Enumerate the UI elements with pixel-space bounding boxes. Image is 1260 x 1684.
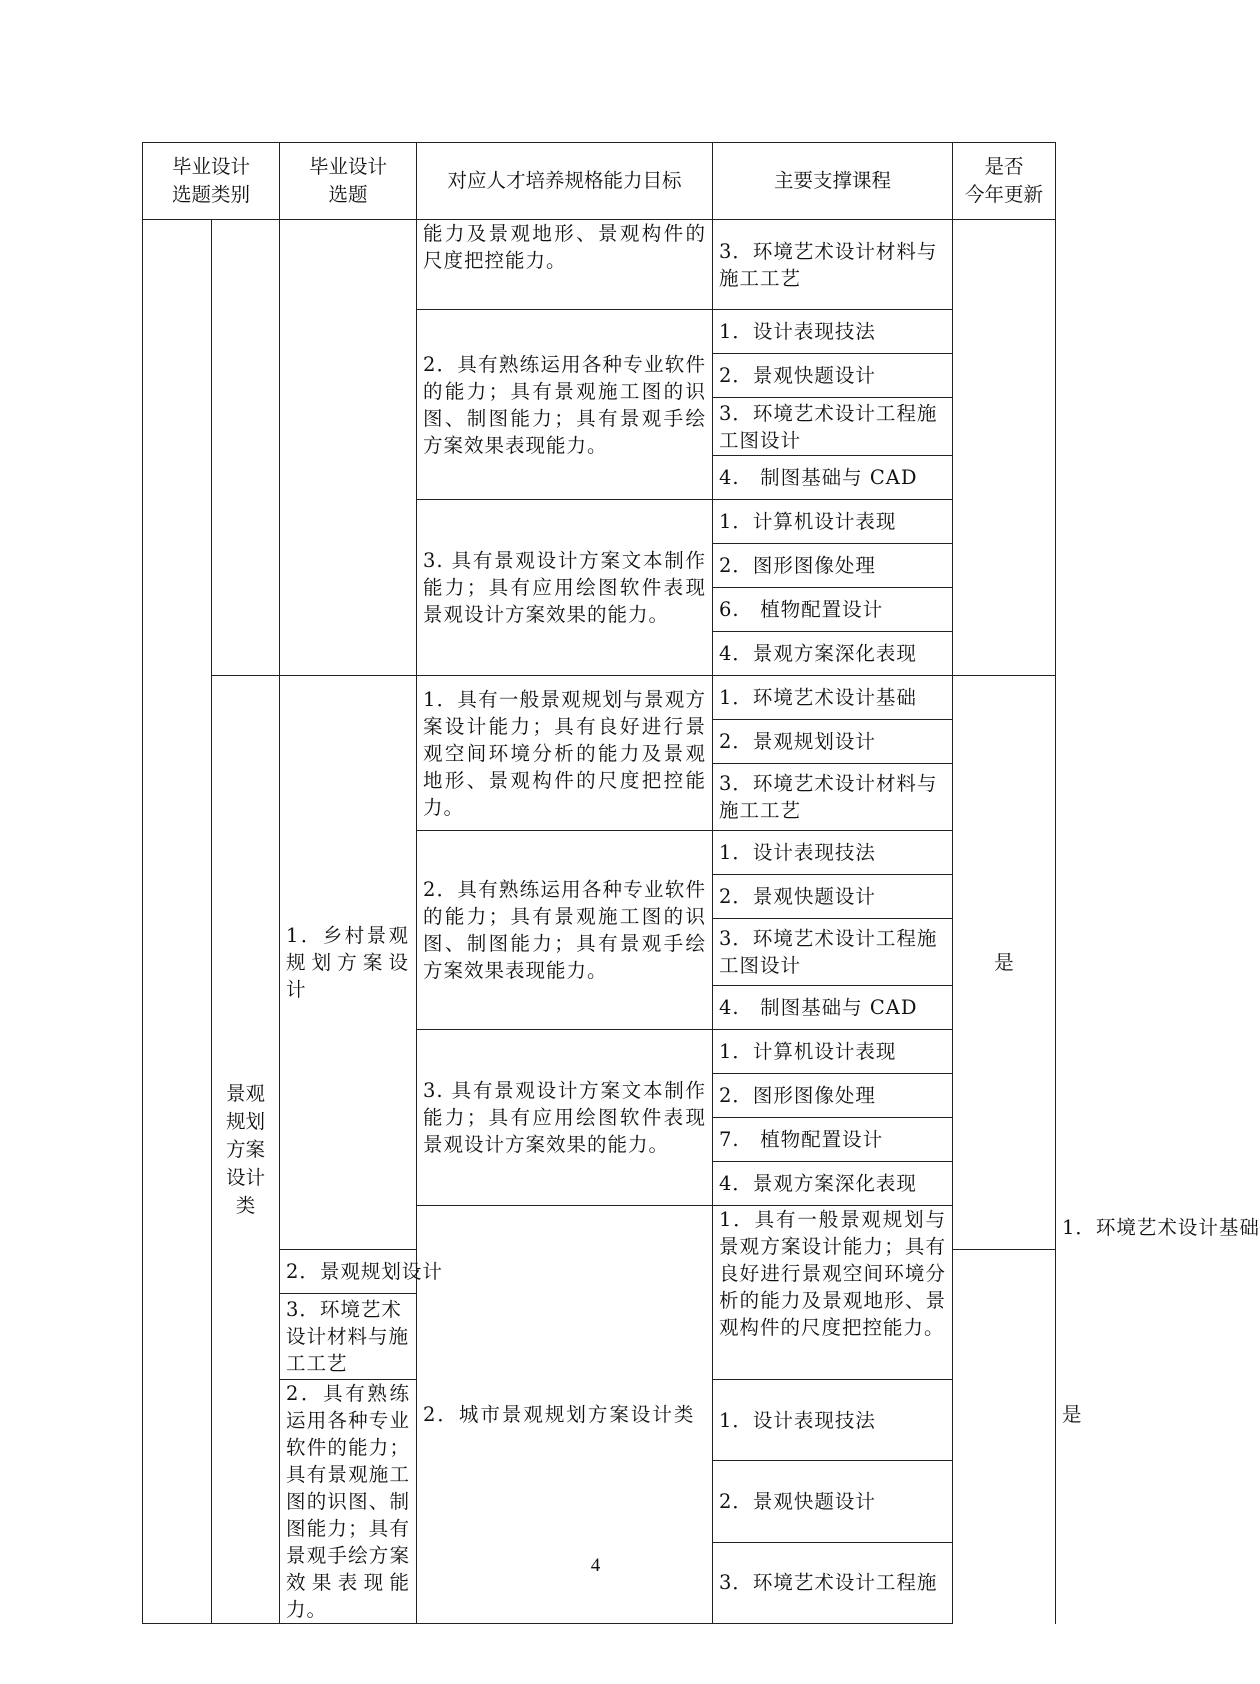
course-item: 1．设计表现技法 [713,831,953,875]
goal-text: 能力及景观地形、景观构件的尺度把控能力。 [417,220,713,310]
course-item: 7. 植物配置设计 [713,1118,953,1162]
topic-title: 2．城市景观规划方案设计类 [417,1206,713,1624]
course-item: 1．设计表现技法 [713,310,953,354]
header-category-line2: 选题类别 [172,183,251,206]
course-item: 2．景观快题设计 [713,875,953,919]
goal-text: 1．具有一般景观规划与景观方案设计能力；具有良好进行景观空间环境分析的能力及景观地形、景观构件的尺度把控能力。 [417,676,713,831]
updated-flag: 是 [953,676,1056,1250]
course-item: 3．环境艺术设计材料与施工工艺 [280,1294,417,1380]
course-item: 3．环境艺术设计材料与施工工艺 [713,764,953,831]
course-item: 2．图形图像处理 [713,1074,953,1118]
updated-cell-prev [953,220,1056,676]
topic-cell-prev [280,220,417,676]
course-item: 6. 植物配置设计 [713,588,953,632]
table-row [143,220,1056,310]
course-item: 3．环境艺术设计工程施 [713,1542,953,1623]
category-cell-prev [212,220,280,676]
header-updated [953,143,1056,220]
category-cell [212,676,280,1624]
table-row: 2．城市景观规划方案设计类 1．具有一般景观规划与景观方案设计能力；具有良好进行景观空间环境分析的能力及景观地形、景观构件的尺度把控能力。 1．环境艺术设计基础 是 [143,1206,1056,1250]
header-category-line1: 毕业设计 [172,155,251,178]
course-item: 4. 制图基础与 CAD [713,986,953,1030]
header-updated-line1: 是否 [984,155,1024,178]
course-item: 1．设计表现技法 [713,1380,953,1461]
table-row [143,676,1056,720]
goal-text: 3. 具有景观设计方案文本制作能力；具有应用绘图软件表现景观设计方案效果的能力。 [417,500,713,676]
course-item: 1．计算机设计表现 [713,500,953,544]
course-item: 2．图形图像处理 [713,544,953,588]
course-item: 2．景观规划设计 [713,720,953,764]
course-item: 4. 制图基础与 CAD [713,456,953,500]
header-row [143,143,1056,220]
course-item: 2．景观规划设计 [280,1250,417,1294]
course-item: 2．景观快题设计 [713,354,953,398]
header-topic-line2: 选题 [328,183,368,206]
course-item: 4．景观方案深化表现 [713,1162,953,1206]
category-label: 景观规划方案设计类 [225,1081,265,1217]
course-item: 1．计算机设计表现 [713,1030,953,1074]
category-cell-outer [143,220,212,1624]
header-topic-line1: 毕业设计 [309,155,388,178]
header-topic [280,143,417,220]
course-item: 2．景观快题设计 [713,1461,953,1542]
header-updated-line2: 今年更新 [965,183,1044,206]
topic-title: 1．乡村景观规划方案设计 [280,676,417,1250]
header-category [143,143,280,220]
goal-text: 2．具有熟练运用各种专业软件的能力；具有景观施工图的识图、制图能力；具有景观手绘方案效果表现能力。 [417,310,713,500]
header-courses: 主要支撑课程 [713,143,953,220]
course-item: 3．环境艺术设计材料与施工工艺 [713,220,953,310]
goal-text: 3. 具有景观设计方案文本制作能力；具有应用绘图软件表现景观设计方案效果的能力。 [417,1030,713,1206]
course-item: 3．环境艺术设计工程施工图设计 [713,919,953,986]
goal-text: 1．具有一般景观规划与景观方案设计能力；具有良好进行景观空间环境分析的能力及景观地形、景观构件的尺度把控能力。 [713,1206,953,1380]
course-item: 4．景观方案深化表现 [713,632,953,676]
header-goal: 对应人才培养规格能力目标 [417,143,713,220]
graduation-design-table [142,142,1260,1624]
course-item: 1．环境艺术设计基础 [713,676,953,720]
page-number: 4 [590,1555,601,1576]
goal-text: 2．具有熟练运用各种专业软件的能力；具有景观施工图的识图、制图能力；具有景观手绘方案效果表现能力。 [417,831,713,1030]
course-item: 3．环境艺术设计工程施工图设计 [713,398,953,456]
goal-text: 2．具有熟练运用各种专业软件的能力；具有景观施工图的识图、制图能力；具有景观手绘方案效果表现能力。 [280,1380,417,1624]
